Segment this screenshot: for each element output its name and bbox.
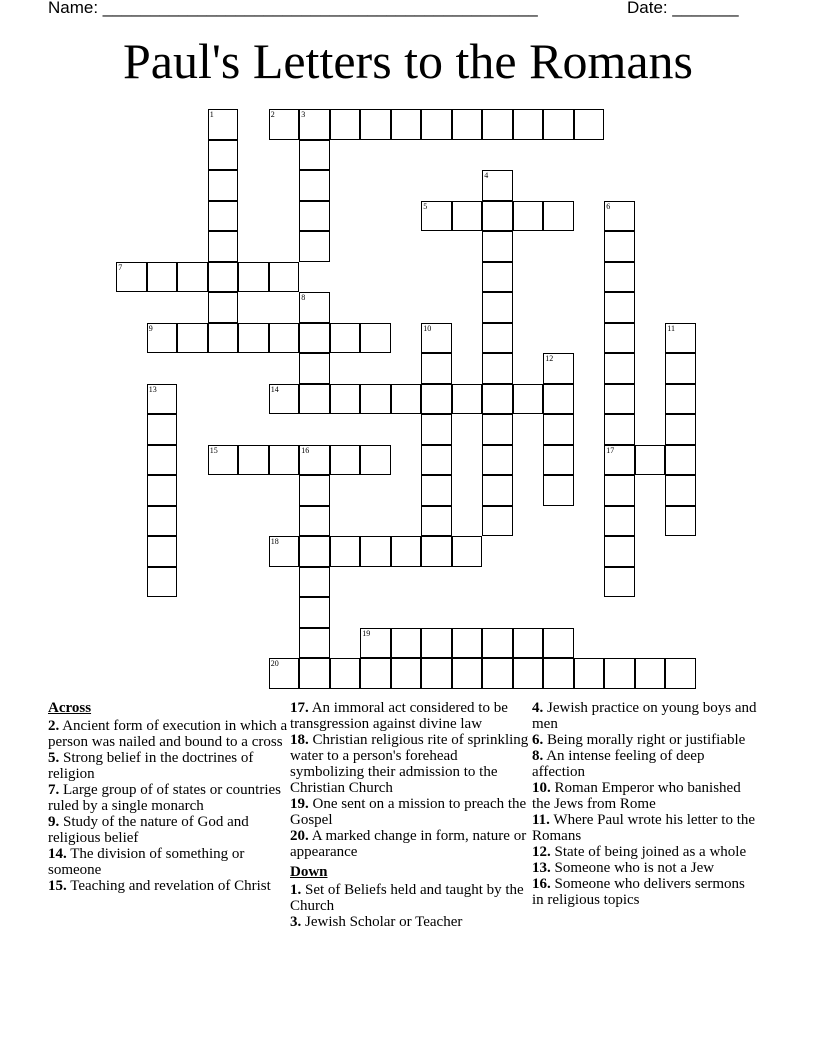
grid-cell[interactable]	[147, 384, 178, 415]
page-title: Paul's Letters to the Romans	[122, 33, 694, 89]
clue-text: Jewish practice on young boys and men	[532, 700, 757, 732]
clue-number: 6	[606, 201, 611, 211]
across-clue	[48, 718, 288, 750]
grid-cell[interactable]	[330, 384, 361, 415]
grid-cell[interactable]	[574, 658, 605, 689]
down-clue	[290, 914, 530, 930]
grid-cell[interactable]	[360, 323, 391, 354]
grid-cell[interactable]	[543, 475, 574, 506]
grid-cell[interactable]	[299, 109, 330, 140]
across-clue	[48, 782, 288, 814]
across-clue	[290, 732, 530, 796]
clue-number: 18.	[290, 732, 309, 748]
grid-cell[interactable]	[421, 536, 452, 567]
grid-cell[interactable]	[147, 475, 178, 506]
grid-cell[interactable]	[543, 414, 574, 445]
clue-number: 12.	[532, 844, 551, 860]
clue-text: State of being joined as a whole	[554, 844, 747, 860]
grid-cell[interactable]	[604, 323, 635, 354]
grid-cell[interactable]	[421, 475, 452, 506]
grid-cell[interactable]	[147, 262, 178, 293]
grid-cell[interactable]	[665, 323, 696, 354]
clue-number: 16.	[532, 876, 551, 892]
grid-cell[interactable]	[208, 140, 239, 171]
grid-cell[interactable]	[208, 201, 239, 232]
grid-cell[interactable]	[421, 323, 452, 354]
grid-cell[interactable]	[421, 109, 452, 140]
clue-number: 3	[301, 110, 306, 120]
down-heading: Down	[290, 864, 328, 880]
clue-number: 17	[606, 445, 615, 455]
grid-cell[interactable]	[543, 658, 574, 689]
clue-number: 17.	[290, 700, 309, 716]
grid-cell[interactable]	[604, 292, 635, 323]
grid-cell[interactable]	[208, 170, 239, 201]
across-clue	[48, 814, 288, 846]
grid-cell[interactable]	[513, 384, 544, 415]
grid-cell[interactable]	[665, 353, 696, 384]
grid-cell[interactable]	[238, 323, 269, 354]
clue-text: An immoral act considered to be transgression against divine law	[290, 700, 508, 732]
clue-number: 2.	[48, 718, 60, 734]
grid-cell[interactable]	[177, 323, 208, 354]
grid-cell[interactable]	[482, 292, 513, 323]
grid-cell[interactable]	[360, 384, 391, 415]
grid-cell[interactable]	[299, 475, 330, 506]
down-clue	[532, 732, 757, 748]
grid-cell[interactable]	[604, 414, 635, 445]
grid-cell[interactable]	[299, 567, 330, 598]
clue-number: 3.	[290, 914, 302, 930]
across-clue	[290, 828, 530, 860]
grid-cell[interactable]	[543, 201, 574, 232]
grid-cell[interactable]	[360, 445, 391, 476]
name-field: Name: ______________________________________________	[48, 0, 538, 17]
clue-number: 20.	[290, 828, 309, 844]
grid-cell[interactable]	[482, 170, 513, 201]
grid-cell[interactable]	[208, 262, 239, 293]
grid-cell[interactable]	[147, 445, 178, 476]
grid-cell[interactable]	[147, 323, 178, 354]
grid-cell[interactable]	[452, 384, 483, 415]
down-clue	[532, 748, 757, 780]
across-clue	[290, 796, 530, 828]
grid-cell[interactable]	[513, 628, 544, 659]
grid-cell[interactable]	[147, 506, 178, 537]
across-clue	[48, 750, 288, 782]
grid-cell[interactable]	[604, 201, 635, 232]
clue-number: 4	[484, 171, 489, 181]
grid-cell[interactable]	[452, 109, 483, 140]
clue-text: Ancient form of execution in which a person was nailed and bound to a cross	[48, 718, 288, 750]
grid-cell[interactable]	[299, 353, 330, 384]
clue-text: Large group of of states or countries ruled by a single monarch	[48, 782, 281, 814]
grid-cell[interactable]	[360, 536, 391, 567]
grid-cell[interactable]	[299, 292, 330, 323]
grid-cell[interactable]	[574, 109, 605, 140]
clue-column-2	[290, 700, 530, 930]
clue-number: 9.	[48, 814, 60, 830]
grid-cell[interactable]	[208, 231, 239, 262]
down-clue	[532, 876, 757, 908]
clue-number: 10	[423, 323, 432, 333]
grid-cell[interactable]	[208, 445, 239, 476]
grid-cell[interactable]	[421, 628, 452, 659]
grid-cell[interactable]	[604, 353, 635, 384]
clue-text: Someone who delivers sermons in religious topics	[532, 876, 745, 908]
clue-number: 15	[209, 445, 218, 455]
grid-cell[interactable]	[604, 445, 635, 476]
grid-cell[interactable]	[543, 384, 574, 415]
grid-cell[interactable]	[238, 262, 269, 293]
grid-cell[interactable]	[482, 475, 513, 506]
grid-cell[interactable]	[269, 658, 300, 689]
grid-cell[interactable]	[330, 323, 361, 354]
grid-cell[interactable]	[299, 597, 330, 628]
grid-cell[interactable]	[360, 658, 391, 689]
grid-cell[interactable]	[360, 109, 391, 140]
clue-number: 10.	[532, 780, 551, 796]
grid-cell[interactable]	[421, 506, 452, 537]
clue-text: One sent on a mission to preach the Gospel	[290, 796, 527, 828]
clue-number: 16	[301, 445, 310, 455]
grid-cell[interactable]	[604, 231, 635, 262]
across-clue	[48, 846, 288, 878]
grid-cell[interactable]	[543, 628, 574, 659]
grid-cell[interactable]	[635, 658, 666, 689]
across-heading: Across	[48, 700, 92, 716]
grid-cell[interactable]	[330, 109, 361, 140]
clue-text: Teaching and revelation of Christ	[70, 878, 271, 894]
grid-cell[interactable]	[665, 475, 696, 506]
grid-cell[interactable]	[208, 323, 239, 354]
grid-cell[interactable]	[391, 536, 422, 567]
grid-cell[interactable]	[482, 109, 513, 140]
grid-cell[interactable]	[269, 536, 300, 567]
clue-number: 20	[270, 659, 279, 669]
clue-number: 14	[270, 384, 279, 394]
grid-cell[interactable]	[482, 323, 513, 354]
grid-cell[interactable]	[543, 353, 574, 384]
grid-cell[interactable]	[238, 445, 269, 476]
across-clue	[290, 700, 530, 732]
grid-cell[interactable]	[421, 201, 452, 232]
grid-cell[interactable]	[482, 262, 513, 293]
grid-cell[interactable]	[269, 445, 300, 476]
clue-number: 6.	[532, 732, 544, 748]
grid-cell[interactable]	[299, 658, 330, 689]
grid-cell[interactable]	[482, 353, 513, 384]
grid-cell[interactable]	[330, 658, 361, 689]
clue-text: Set of Beliefs held and taught by the Church	[290, 882, 524, 914]
grid-cell[interactable]	[147, 536, 178, 567]
grid-cell[interactable]	[269, 323, 300, 354]
grid-cell[interactable]	[513, 109, 544, 140]
clue-number: 7.	[48, 782, 60, 798]
grid-cell[interactable]	[421, 658, 452, 689]
grid-cell[interactable]	[299, 140, 330, 171]
grid-cell[interactable]	[482, 201, 513, 232]
grid-cell[interactable]	[452, 658, 483, 689]
grid-cell[interactable]	[482, 506, 513, 537]
clue-text: Jewish Scholar or Teacher	[305, 914, 463, 930]
grid-cell[interactable]	[299, 201, 330, 232]
grid-cell[interactable]	[299, 536, 330, 567]
clue-number: 2	[270, 110, 275, 120]
grid-cell[interactable]	[421, 445, 452, 476]
grid-cell[interactable]	[360, 628, 391, 659]
clue-text: Someone who is not a Jew	[554, 860, 715, 876]
grid-cell[interactable]	[421, 384, 452, 415]
grid-cell[interactable]	[604, 506, 635, 537]
clue-text: Roman Emperor who banished the Jews from Rome	[532, 780, 741, 812]
clue-number: 5	[423, 201, 428, 211]
grid-cell[interactable]	[299, 231, 330, 262]
clue-number: 13	[148, 384, 157, 394]
clue-number: 11	[667, 323, 675, 333]
clue-number: 14.	[48, 846, 67, 862]
grid-cell[interactable]	[635, 445, 666, 476]
grid-cell[interactable]	[391, 658, 422, 689]
grid-cell[interactable]	[116, 262, 147, 293]
clue-number: 8.	[532, 748, 544, 764]
clue-text: Strong belief in the doctrines of religion	[48, 750, 254, 782]
grid-cell[interactable]	[299, 384, 330, 415]
grid-cell[interactable]	[391, 109, 422, 140]
grid-cell[interactable]	[482, 628, 513, 659]
grid-cell[interactable]	[269, 384, 300, 415]
grid-cell[interactable]	[299, 628, 330, 659]
grid-cell[interactable]	[208, 109, 239, 140]
grid-cell[interactable]	[299, 506, 330, 537]
clue-text: Study of the nature of God and religious belief	[48, 814, 249, 846]
clue-column-1	[48, 700, 288, 894]
grid-cell[interactable]	[604, 658, 635, 689]
down-clue	[532, 812, 757, 844]
down-clue	[290, 882, 530, 914]
grid-cell[interactable]	[482, 231, 513, 262]
grid-cell[interactable]	[665, 445, 696, 476]
clue-number: 1	[209, 110, 214, 120]
down-clue	[532, 844, 757, 860]
grid-cell[interactable]	[482, 384, 513, 415]
clue-number: 13.	[532, 860, 551, 876]
clue-text: Where Paul wrote his letter to the Romans	[532, 812, 756, 844]
grid-cell[interactable]	[330, 536, 361, 567]
clue-number: 19	[362, 628, 371, 638]
grid-cell[interactable]	[208, 292, 239, 323]
grid-cell[interactable]	[147, 414, 178, 445]
clue-number: 8	[301, 293, 306, 303]
grid-cell[interactable]	[147, 567, 178, 598]
grid-cell[interactable]	[421, 414, 452, 445]
grid-cell[interactable]	[452, 536, 483, 567]
clue-number: 1.	[290, 882, 302, 898]
clue-number: 9	[148, 323, 153, 333]
clue-text: A marked change in form, nature or appearance	[290, 828, 527, 860]
clue-number: 19.	[290, 796, 309, 812]
grid-cell[interactable]	[604, 567, 635, 598]
grid-cell[interactable]	[330, 445, 361, 476]
clue-number: 4.	[532, 700, 544, 716]
grid-cell[interactable]	[665, 384, 696, 415]
grid-cell[interactable]	[177, 262, 208, 293]
date-field: Date: _______	[627, 0, 739, 17]
clue-number: 7	[118, 262, 123, 272]
grid-cell[interactable]	[391, 628, 422, 659]
grid-cell[interactable]	[543, 445, 574, 476]
grid-cell[interactable]	[604, 262, 635, 293]
grid-cell[interactable]	[665, 506, 696, 537]
down-clue	[532, 860, 757, 876]
clue-text: Being morally right or justifiable	[547, 732, 746, 748]
down-clue	[532, 780, 757, 812]
down-clue	[532, 700, 757, 732]
clue-number: 15.	[48, 878, 67, 894]
grid-cell[interactable]	[452, 628, 483, 659]
grid-cell[interactable]	[665, 414, 696, 445]
grid-cell[interactable]	[543, 109, 574, 140]
grid-cell[interactable]	[482, 658, 513, 689]
grid-cell[interactable]	[604, 384, 635, 415]
grid-cell[interactable]	[604, 475, 635, 506]
grid-cell[interactable]	[665, 658, 696, 689]
grid-cell[interactable]	[299, 323, 330, 354]
clue-column-3	[532, 700, 757, 908]
clue-text: The division of something or someone	[48, 846, 245, 878]
clue-text: An intense feeling of deep affection	[532, 748, 705, 780]
grid-cell[interactable]	[482, 414, 513, 445]
clue-number: 11.	[532, 812, 550, 828]
grid-cell[interactable]	[269, 262, 300, 293]
across-clue	[48, 878, 288, 894]
clue-number: 5.	[48, 750, 60, 766]
grid-cell[interactable]	[452, 201, 483, 232]
grid-cell[interactable]	[604, 536, 635, 567]
grid-cell[interactable]	[421, 353, 452, 384]
grid-cell[interactable]	[299, 170, 330, 201]
grid-cell[interactable]	[513, 658, 544, 689]
grid-cell[interactable]	[482, 445, 513, 476]
grid-cell[interactable]	[391, 384, 422, 415]
grid-cell[interactable]	[299, 445, 330, 476]
clue-text: Christian religious rite of sprinkling water to a person's forehead symbolizing their admission to the Christian Church	[290, 732, 529, 796]
grid-cell[interactable]	[269, 109, 300, 140]
clue-number: 18	[270, 537, 279, 547]
clue-number: 12	[545, 354, 554, 364]
grid-cell[interactable]	[513, 201, 544, 232]
